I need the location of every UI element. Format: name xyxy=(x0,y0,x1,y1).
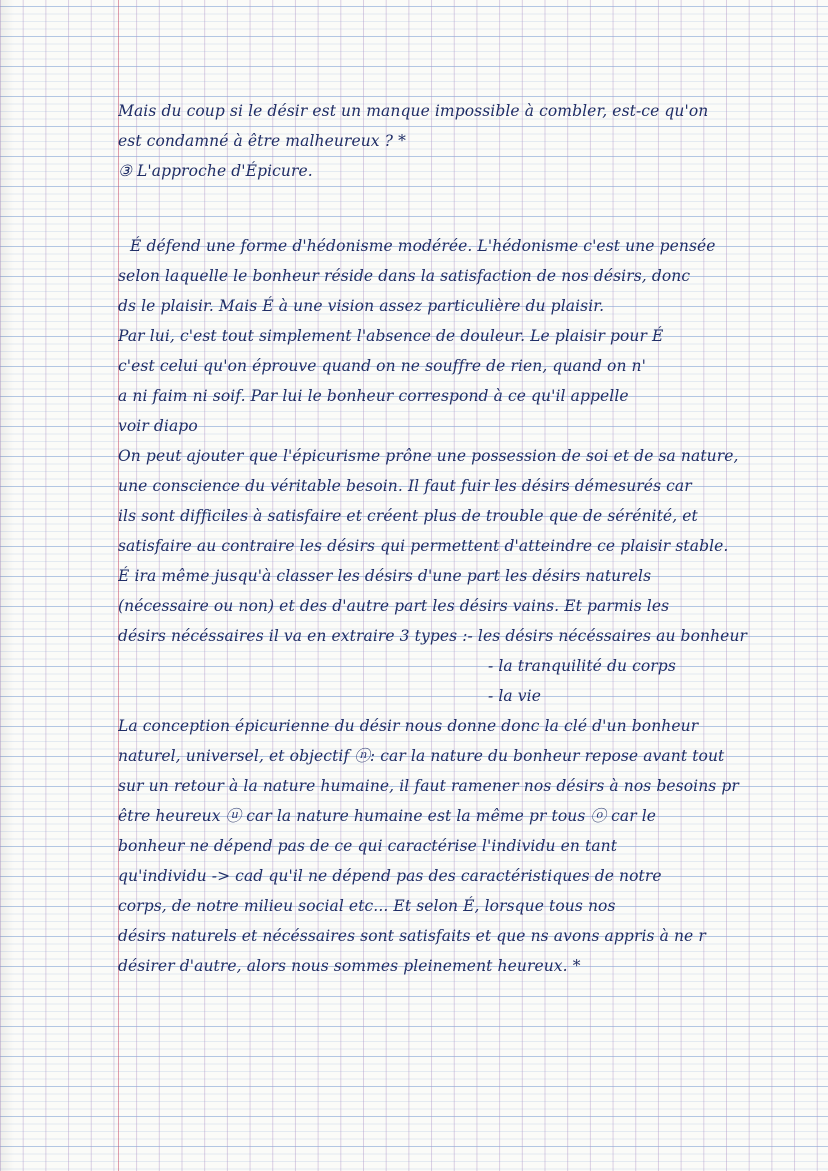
list-item: - la vie xyxy=(488,687,541,705)
list-item: - la tranquilité du corps xyxy=(488,657,676,675)
text-line: É défend une forme d'hédonisme modérée. L'hédonisme c'est une pensée xyxy=(130,237,716,255)
text-line: est condamné à être malheureux ? * xyxy=(118,132,406,150)
text-line: une conscience du véritable besoin. Il faut fuir les désirs démesurés car xyxy=(118,477,692,495)
text-line: naturel, universel, et objectif ⓝ: car la nature du bonheur repose avant tout xyxy=(118,747,725,765)
text-line: ils sont difficiles à satisfaire et créent plus de trouble que de sérénité, et xyxy=(118,507,698,525)
text-line: bonheur ne dépend pas de ce qui caractérise l'individu en tant xyxy=(118,837,618,855)
text-line: selon laquelle le bonheur réside dans la satisfaction de nos désirs, donc xyxy=(118,267,691,285)
text-line: c'est celui qu'on éprouve quand on ne souffre de rien, quand on n' xyxy=(118,357,646,375)
text-line: désirer d'autre, alors nous sommes pleinement heureux. * xyxy=(118,957,581,975)
spacer xyxy=(118,186,818,231)
text-line: sur un retour à la nature humaine, il faut ramener nos désirs à nos besoins pr xyxy=(118,777,739,795)
text-line: Par lui, c'est tout simplement l'absence de douleur. Le plaisir pour É xyxy=(118,327,664,345)
text-line: a ni faim ni soif. Par lui le bonheur correspond à ce qu'il appelle xyxy=(118,387,629,405)
text-line: être heureux ⓤ car la nature humaine est la même pr tous ⓞ car le xyxy=(118,807,657,825)
text-line: Mais du coup si le désir est un manque impossible à combler, est-ce qu'on xyxy=(118,102,709,120)
text-line: On peut ajouter que l'épicurisme prône une possession de soi et de sa nature, xyxy=(118,447,739,465)
text-line: désirs nécéssaires il va en extraire 3 types :- les désirs nécéssaires au bonheur xyxy=(118,627,748,645)
text-line: (nécessaire ou non) et des d'autre part les désirs vains. Et parmis les xyxy=(118,597,670,615)
text-line: La conception épicurienne du désir nous donne donc la clé d'un bonheur xyxy=(118,717,699,735)
text-line: É ira même jusqu'à classer les désirs d'une part les désirs naturels xyxy=(118,567,652,585)
page-edge-shadow xyxy=(0,0,14,1171)
text-line: corps, de notre milieu social etc... Et selon É, lorsque tous nos xyxy=(118,897,616,915)
text-line: ds le plaisir. Mais É à une vision assez particulière du plaisir. xyxy=(118,297,605,315)
handwritten-notes xyxy=(118,96,818,981)
text-line: qu'individu -> cad qu'il ne dépend pas des caractéristiques de notre xyxy=(118,867,662,885)
text-line: satisfaire au contraire les désirs qui permettent d'atteindre ce plaisir stable. xyxy=(118,537,729,555)
text-line: désirs naturels et nécéssaires sont satisfaits et que ns avons appris à ne r xyxy=(118,927,706,945)
text-line: voir diapo xyxy=(118,417,198,435)
section-heading: ③ L'approche d'Épicure. xyxy=(118,162,313,180)
